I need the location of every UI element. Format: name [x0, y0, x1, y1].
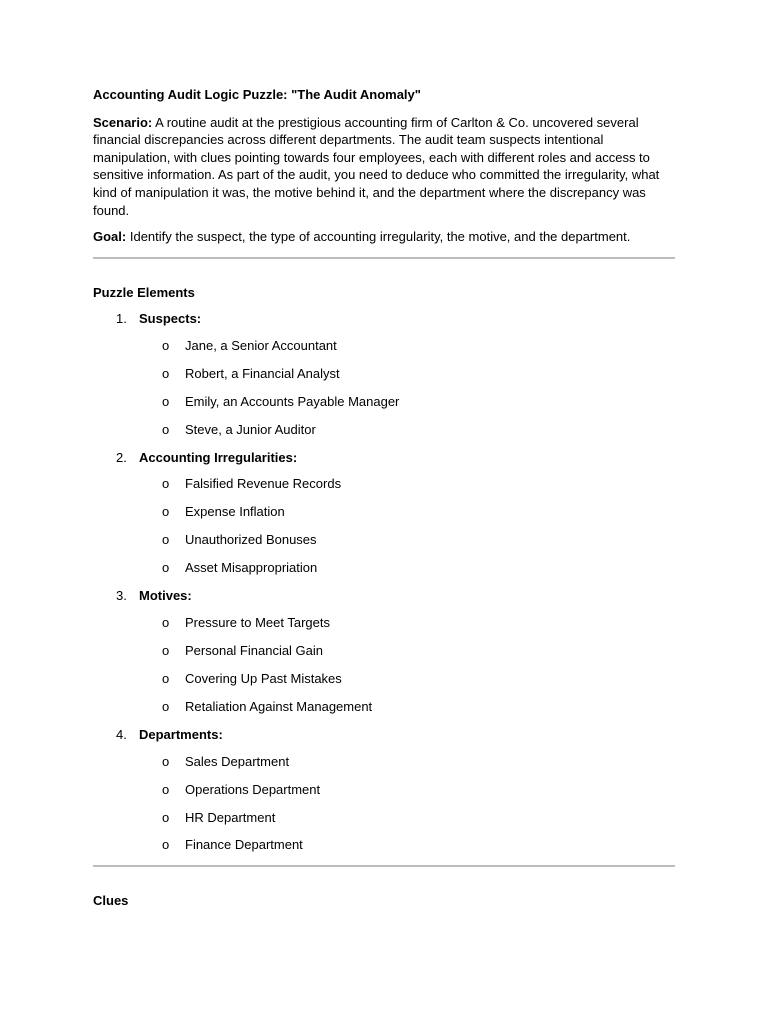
goal-text: Identify the suspect, the type of accounting irregularity, the motive, and the department.	[126, 229, 631, 245]
goal-paragraph	[93, 228, 675, 246]
category-suspects	[93, 310, 675, 438]
list-item: o Asset Misappropriation	[162, 560, 318, 576]
category-title: Suspects:	[139, 311, 202, 327]
list-item: o Steve, a Junior Auditor	[162, 421, 316, 437]
category-number: 1.	[116, 311, 127, 327]
bullet-glyph: o	[162, 421, 170, 437]
bullet-glyph: o	[162, 504, 170, 520]
list-item: o Covering Up Past Mistakes	[162, 670, 342, 686]
irregularities-list	[139, 475, 675, 577]
bullet-glyph: o	[162, 781, 170, 797]
bullet-glyph: o	[162, 698, 170, 714]
suspects-list	[139, 337, 675, 439]
bullet-glyph: o	[162, 642, 170, 658]
bullet-glyph: o	[162, 670, 170, 686]
category-title: Motives:	[139, 588, 192, 604]
puzzle-elements-list	[93, 310, 675, 854]
category-number: 4.	[116, 726, 127, 742]
category-departments	[93, 726, 675, 854]
list-item: o Falsified Revenue Records	[162, 476, 342, 492]
document-page	[93, 86, 675, 910]
category-title: Accounting Irregularities:	[139, 449, 298, 465]
section-divider	[93, 257, 675, 259]
bullet-glyph: o	[162, 809, 170, 825]
bullet-glyph: o	[162, 560, 170, 576]
bullet-glyph: o	[162, 476, 170, 492]
bullet-glyph: o	[162, 532, 170, 548]
list-item: o Robert, a Financial Analyst	[162, 365, 340, 381]
list-item: o Retaliation Against Management	[162, 698, 373, 714]
list-item: o Operations Department	[162, 781, 321, 797]
section-divider	[93, 865, 675, 867]
list-item: o Unauthorized Bonuses	[162, 532, 317, 548]
motives-list	[139, 614, 675, 716]
departments-list	[139, 753, 675, 855]
scenario-label: Scenario:	[93, 114, 153, 130]
bullet-glyph: o	[162, 365, 170, 381]
list-item: o Personal Financial Gain	[162, 642, 324, 658]
list-item: o Emily, an Accounts Payable Manager	[162, 393, 400, 409]
category-motives	[93, 587, 675, 715]
clues-heading: Clues	[93, 893, 129, 909]
category-number: 3.	[116, 588, 127, 604]
goal-label: Goal:	[93, 229, 127, 245]
bullet-glyph: o	[162, 837, 170, 853]
scenario-text: A routine audit at the prestigious accounting firm of Carlton & Co. uncovered several financial discrepancies across different departments. The audit team suspects intentional manipulation, with clues pointing towards four employees, each with different roles and access to sensitive information. As part of the audit, you need to deduce who committed the irregularity, what kind of manipulation it was, the motive behind it, and the department where the discrepancy was found.	[93, 114, 660, 218]
bullet-glyph: o	[162, 393, 170, 409]
document-title: Accounting Audit Logic Puzzle: "The Audit Anomaly"	[93, 87, 421, 102]
category-number: 2.	[116, 449, 127, 465]
list-item: o Jane, a Senior Accountant	[162, 337, 337, 353]
list-item: o Expense Inflation	[162, 504, 285, 520]
list-item: o HR Department	[162, 809, 276, 825]
list-item: o Sales Department	[162, 753, 290, 769]
bullet-glyph: o	[162, 615, 170, 630]
list-item: o Finance Department	[162, 837, 303, 853]
bullet-glyph: o	[162, 753, 170, 769]
scenario-paragraph	[93, 114, 675, 220]
puzzle-elements-heading: Puzzle Elements	[93, 284, 195, 300]
list-item: o Pressure to Meet Targets	[162, 615, 330, 630]
bullet-glyph: o	[162, 337, 170, 353]
category-irregularities	[93, 449, 675, 577]
category-title: Departments:	[139, 726, 223, 742]
